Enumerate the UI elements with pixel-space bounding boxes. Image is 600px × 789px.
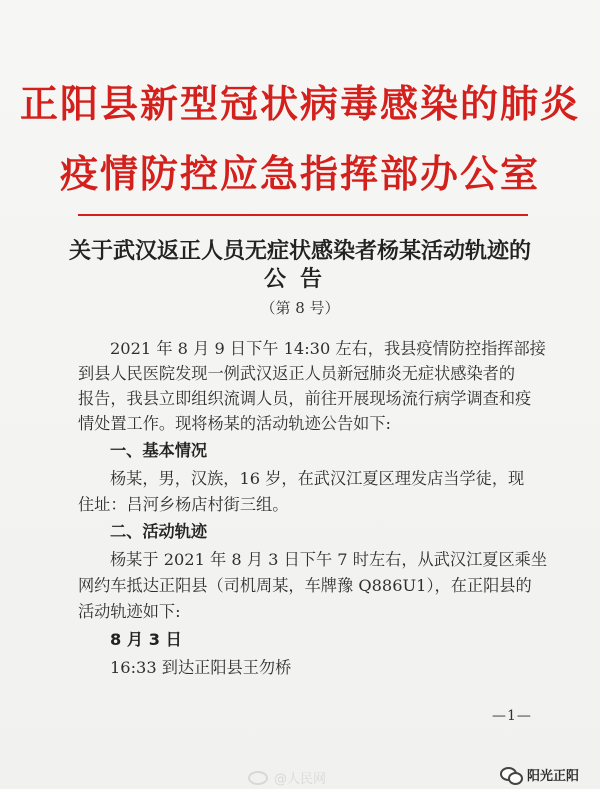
section-heading-basic: 一、基本情况 <box>110 441 208 460</box>
body-line: 网约车抵达正阳县（司机周某，车牌豫 Q886U1），在正阳县的 <box>78 576 532 595</box>
red-divider <box>78 214 528 216</box>
org-title-line1: 正阳县新型冠状病毒感染的肺炎 <box>19 82 580 126</box>
body-line: 杨某，男，汉族，16 岁，在武汉江夏区理发店当学徒，现 <box>110 469 525 488</box>
weibo-icon <box>248 771 268 785</box>
org-title-line2: 疫情防控应急指挥部办公室 <box>59 152 540 196</box>
body-line: 情处置工作。现将杨某的活动轨迹公告如下: <box>78 414 392 433</box>
watermark-left <box>248 768 326 787</box>
body-line: 报告，我县立即组织流调人员，前往开展现场流行病学调查和疫 <box>78 389 532 408</box>
wechat-icon <box>500 767 522 783</box>
notice-title-line2: 公告 <box>263 266 336 292</box>
watermark-right-text: 阳光正阳 <box>527 769 580 784</box>
section-heading-trajectory: 二、活动轨迹 <box>110 522 208 541</box>
body-line: 住址：吕河乡杨店村街三组。 <box>78 495 289 514</box>
page-number: —1— <box>492 708 532 724</box>
body-line: 活动轨迹如下: <box>78 602 181 621</box>
date-heading: 8 月 3 日 <box>110 630 182 649</box>
body-line: 到县人民医院发现一例武汉返正人员新冠肺炎无症状感染者的 <box>78 364 516 383</box>
watermark-right <box>500 765 579 784</box>
watermark-left-text: @人民网 <box>274 772 327 787</box>
issue-number: （第 8 号） <box>260 299 340 317</box>
notice-title-line1: 关于武汉返正人员无症状感染者杨某活动轨迹的 <box>68 238 531 264</box>
body-line: 杨某于 2021 年 8 月 3 日下午 7 时左右，从武汉江夏区乘坐 <box>110 550 548 569</box>
body-line: 2021 年 8 月 9 日下午 14:30 左右，我县疫情防控指挥部接 <box>110 339 546 358</box>
trajectory-entry: 16:33 到达正阳县王勿桥 <box>110 658 292 677</box>
